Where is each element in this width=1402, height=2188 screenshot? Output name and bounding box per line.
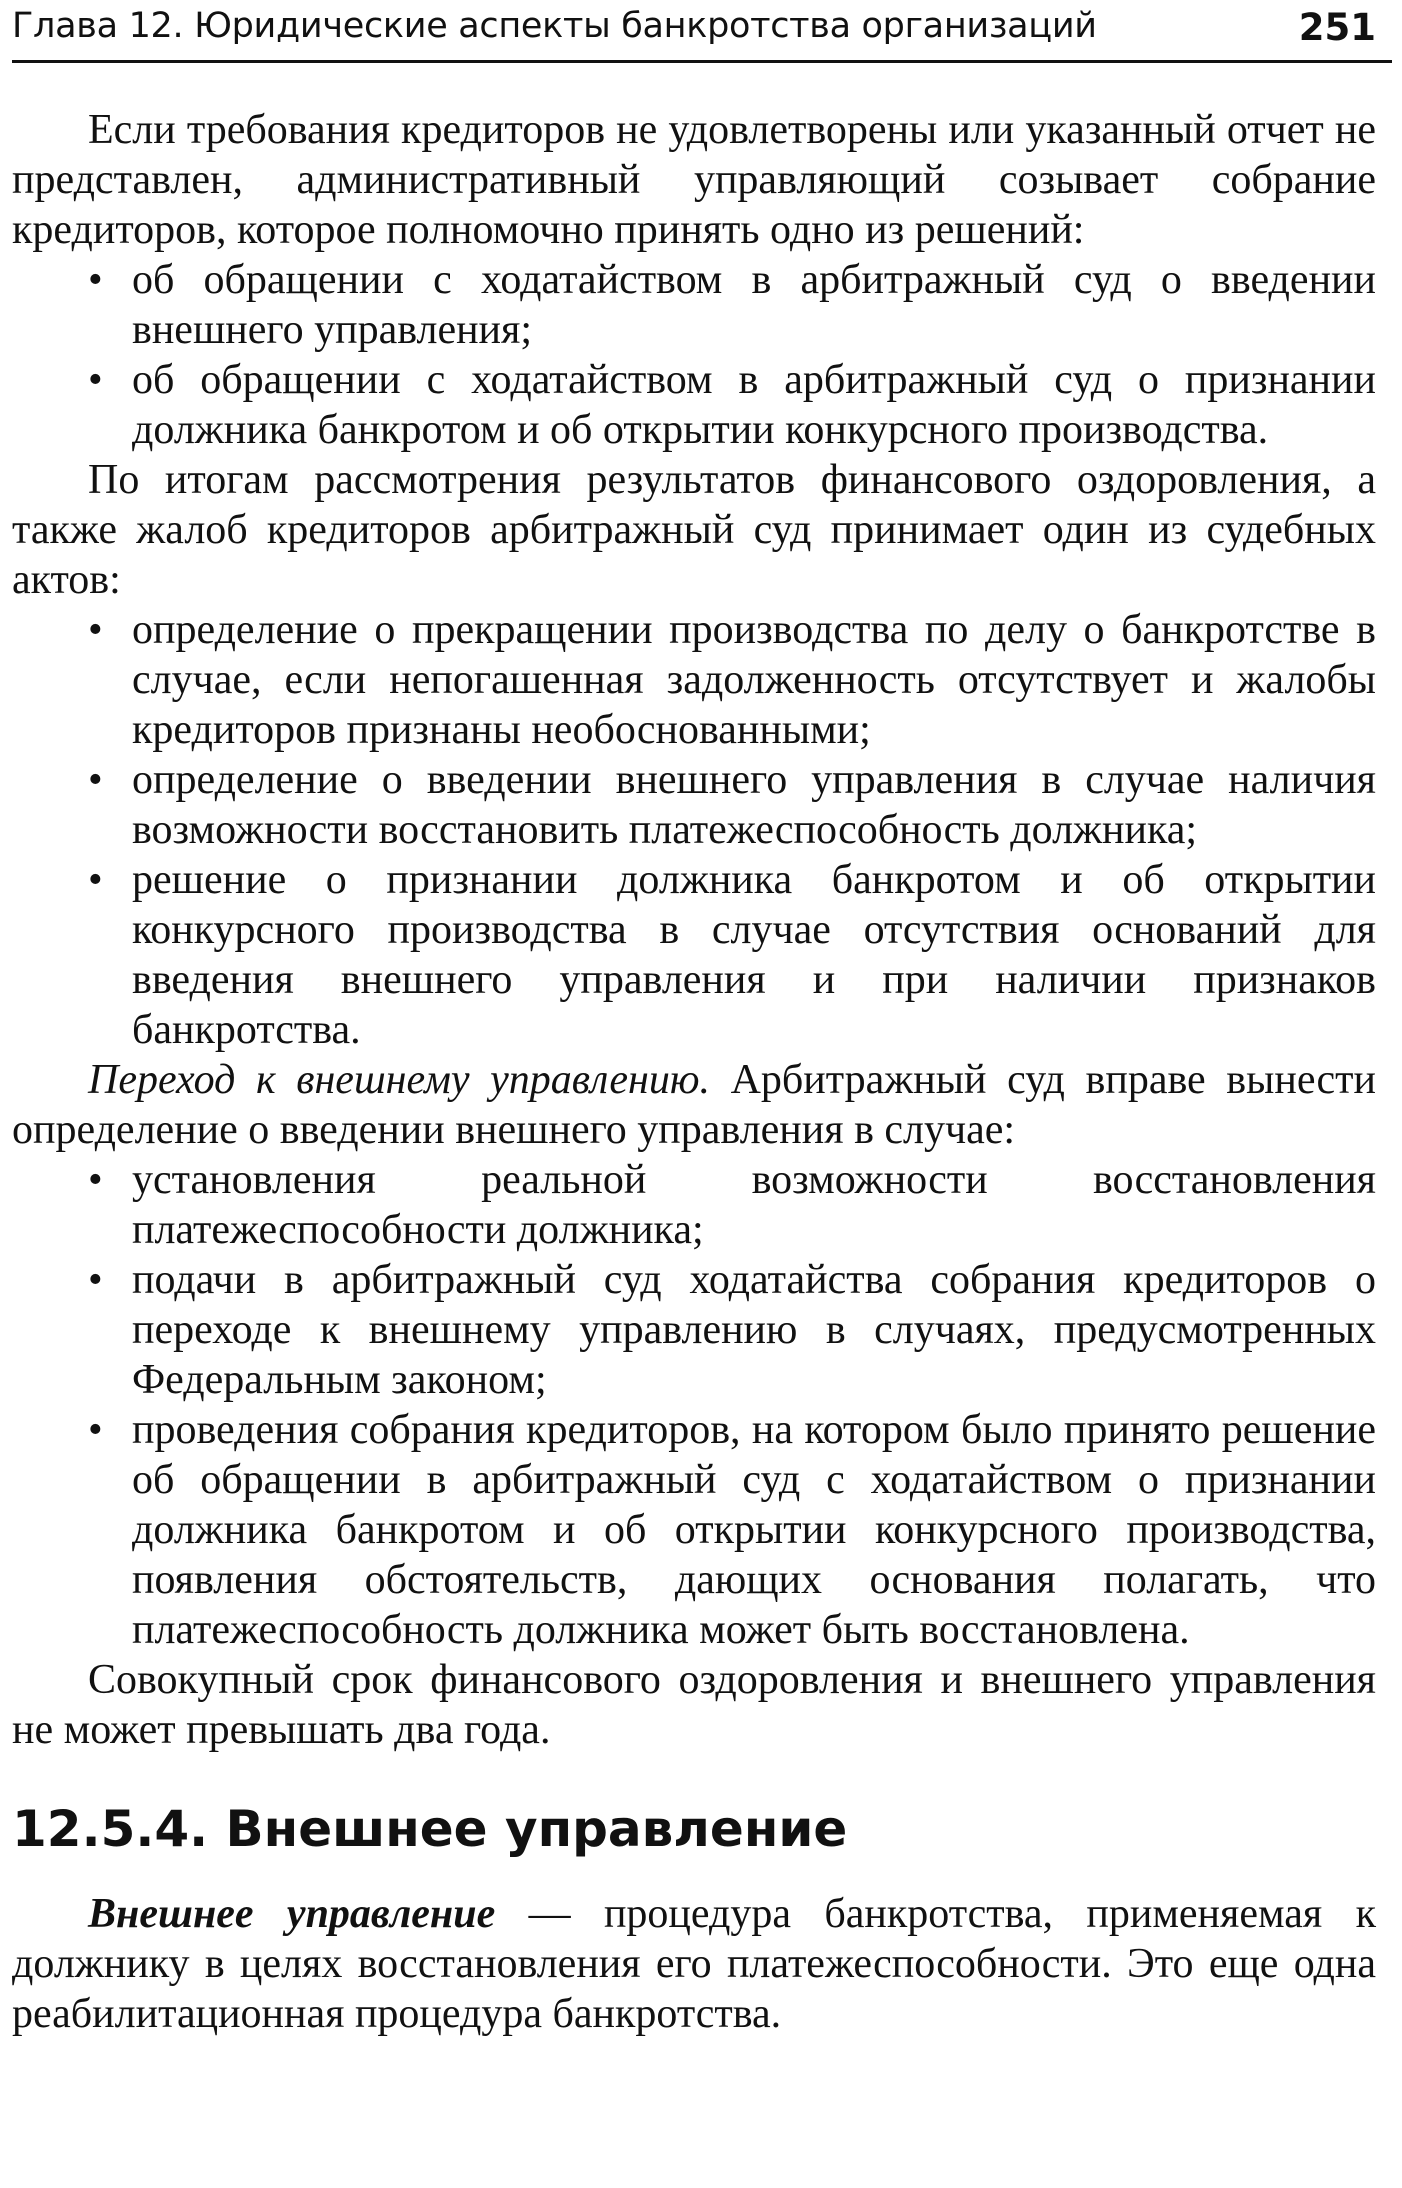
running-header	[12, 0, 1392, 63]
bullet-icon: •	[88, 1257, 103, 1303]
paragraph-creditors-meeting: Если требования кредиторов не удовлетворены или указанный отчет не представлен, административный управляющий созывает собрание кредиторов, которое полномочно принять одно из решений:	[12, 107, 1376, 253]
list-item-text: подачи в арбитражный суд ходатайства собрания кредиторов о переходе к внешнему управлению в случаях, предусмотренных Федеральным законом;	[132, 1257, 1376, 1403]
book-page	[12, 0, 1392, 2039]
list-item-text: решение о признании должника банкротом и об открытии конкурсного производства в случае отсутствия оснований для введения внешнего управления и при наличии признаков банкротства.	[132, 857, 1376, 1053]
list-item	[12, 1155, 1376, 1255]
list-item-text: установления реальной возможности восстановления платежеспособности должника;	[132, 1157, 1376, 1253]
list-transition-cases	[12, 1155, 1376, 1655]
transition-lead: Переход к внешнему управлению.	[88, 1057, 710, 1103]
list-item	[12, 605, 1376, 755]
defined-term: Внешнее управление	[88, 1891, 496, 1937]
list-item-text: определение о прекращении производства по делу о банкротстве в случае, если непогашенная задолженность отсутствует и жалобы кредиторов признаны необоснованными;	[132, 607, 1376, 753]
list-item-text: об обращении с ходатайством в арбитражный суд о признании должника банкротом и об открытии конкурсного производства.	[132, 357, 1376, 453]
list-meeting-decisions	[12, 255, 1376, 455]
list-item	[12, 855, 1376, 1055]
paragraph-court-acts: По итогам рассмотрения результатов финансового оздоровления, а также жалоб кредиторов арбитражный суд принимает один из судебных актов:	[12, 457, 1376, 603]
list-item	[12, 1405, 1376, 1655]
paragraph-transition	[12, 1055, 1376, 1155]
paragraph-definition	[12, 1889, 1376, 2039]
bullet-icon: •	[88, 607, 103, 653]
bullet-icon: •	[88, 1407, 103, 1453]
paragraph-total-term: Совокупный срок финансового оздоровления и внешнего управления не может превышать два года.	[12, 1657, 1376, 1753]
list-item-text: об обращении с ходатайством в арбитражный суд о введении внешнего управления;	[132, 257, 1376, 353]
list-item	[12, 355, 1376, 455]
list-item	[12, 255, 1376, 355]
page-number: 251	[1298, 6, 1376, 49]
bullet-icon: •	[88, 1157, 103, 1203]
list-court-acts	[12, 605, 1376, 1055]
transition-text: Арбитражный суд вправе вынести определение о введении внешнего управления в случае:	[12, 1057, 1376, 1153]
bullet-icon: •	[88, 857, 103, 903]
bullet-icon: •	[88, 757, 103, 803]
list-item	[12, 1255, 1376, 1405]
bullet-icon: •	[88, 357, 103, 403]
list-item-text: определение о введении внешнего управления в случае наличия возможности восстановить платежеспособность должника;	[132, 757, 1376, 853]
page-body	[12, 105, 1392, 2039]
chapter-title: Глава 12. Юридические аспекты банкротства организаций	[12, 6, 1097, 46]
bullet-icon: •	[88, 257, 103, 303]
list-item	[12, 755, 1376, 855]
list-item-text: проведения собрания кредиторов, на котором было принято решение об обращении в арбитражный суд с ходатайством о признании должника банкротом и об открытии конкурсного производства, появления обстоятельств, дающих основания полагать, что платежеспособность должника может быть восстановлена.	[132, 1407, 1376, 1653]
definition-text: — процедура банкротства, применяемая к должнику в целях восстановления его платежеспособности. Это еще одна реабилитационная процедура банкротства.	[12, 1891, 1376, 2037]
section-heading: 12.5.4. Внешнее управление	[12, 1800, 848, 1858]
